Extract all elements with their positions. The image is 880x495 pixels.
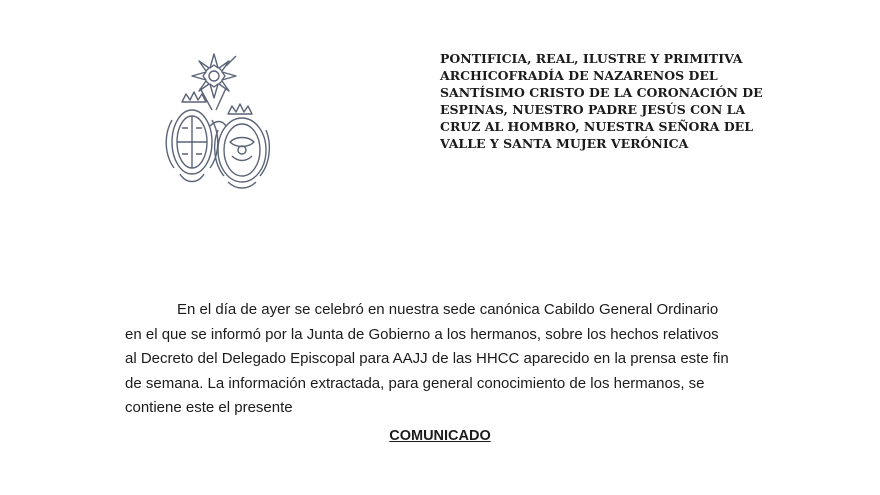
- heading-line: PONTIFICIA, REAL, ILUSTRE Y PRIMITIVA: [440, 51, 743, 66]
- heading-line: CRUZ AL HOMBRO, NUESTRA SEÑORA DEL: [440, 119, 753, 134]
- heading-line: ESPINAS, NUESTRO PADRE JESÚS CON LA: [440, 102, 746, 117]
- section-title: COMUNICADO: [389, 428, 491, 444]
- brotherhood-name-heading: [440, 50, 770, 152]
- heading-line: VALLE Y SANTA MUJER VERÓNICA: [440, 136, 689, 151]
- body-paragraph: [125, 298, 765, 421]
- paragraph-line: al Decreto del Delegado Episcopal para AAJJ de las HHCC aparecido en la prensa este fin: [125, 350, 729, 367]
- paragraph-line: en el que se informó por la Junta de Gobierno a los hermanos, sobre los hechos relativos: [125, 325, 719, 343]
- paragraph-line: de semana. La información extractada, para general conocimiento de los hermanos, se: [125, 374, 705, 392]
- heading-line: ARCHICOFRADÍA DE NAZARENOS DEL: [440, 68, 718, 83]
- heading-line: SANTÍSIMO CRISTO DE LA CORONACIÓN DE: [440, 85, 763, 100]
- paragraph-line: contiene este el presente: [125, 399, 293, 416]
- brotherhood-coat-of-arms-icon: [150, 50, 278, 192]
- paragraph-line: En el día de ayer se celebró en nuestra sede canónica Cabildo General Ordinario: [177, 301, 719, 318]
